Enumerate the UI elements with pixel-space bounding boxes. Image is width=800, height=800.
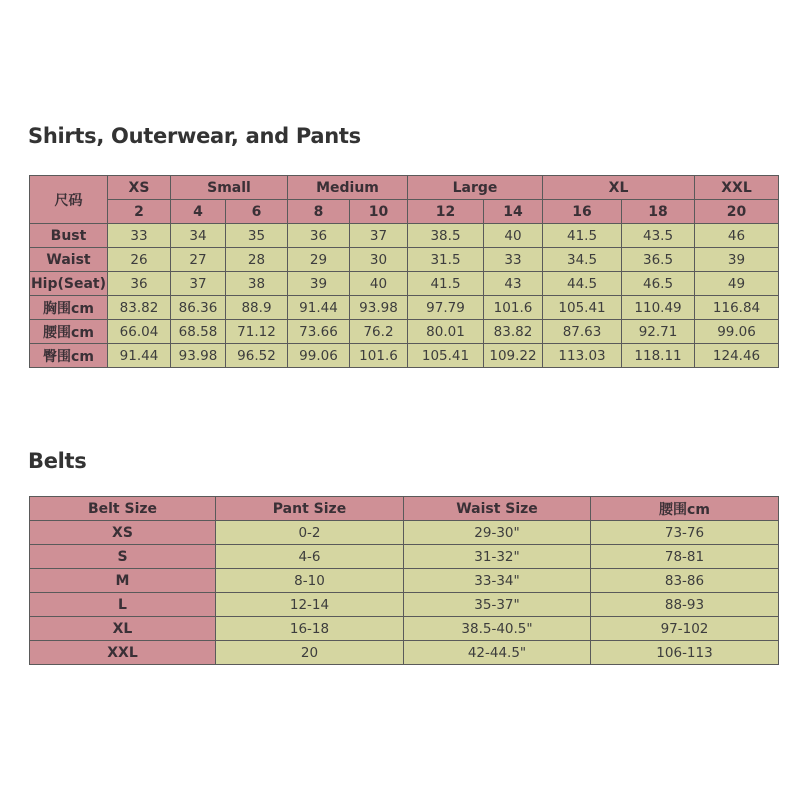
table-cell: 20: [216, 641, 404, 665]
section-title-belts: Belts: [28, 449, 87, 473]
table-cell: 31.5: [408, 248, 484, 272]
table-cell: 35: [226, 224, 288, 248]
group-header: XXL: [695, 176, 779, 200]
table-cell: 27: [171, 248, 226, 272]
table-cell: 109.22: [484, 344, 543, 368]
size-chart-table: [29, 175, 779, 368]
table-cell: 30: [350, 248, 408, 272]
table-cell: 66.04: [108, 320, 171, 344]
table-cell: 36.5: [622, 248, 695, 272]
corner-header: 尺码: [30, 176, 108, 224]
table-cell: 88-93: [591, 593, 779, 617]
table-cell: 28: [226, 248, 288, 272]
table-cell: 99.06: [695, 320, 779, 344]
table-cell: 68.58: [171, 320, 226, 344]
table-cell: 80.01: [408, 320, 484, 344]
row-label: XXL: [30, 641, 216, 665]
table-cell: 101.6: [350, 344, 408, 368]
size-header: 10: [350, 200, 408, 224]
row-label: 腰围cm: [30, 320, 108, 344]
column-header: Pant Size: [216, 497, 404, 521]
column-header: 腰围cm: [591, 497, 779, 521]
table-cell: 44.5: [543, 272, 622, 296]
table-cell: 105.41: [408, 344, 484, 368]
table-cell: 86.36: [171, 296, 226, 320]
table-cell: 97-102: [591, 617, 779, 641]
size-header: 20: [695, 200, 779, 224]
row-label: Hip(Seat): [30, 272, 108, 296]
table-cell: 76.2: [350, 320, 408, 344]
row-label: Bust: [30, 224, 108, 248]
table-cell: 31-32": [404, 545, 591, 569]
table-cell: 97.79: [408, 296, 484, 320]
size-header: 14: [484, 200, 543, 224]
table-row: [30, 641, 779, 665]
table-cell: 93.98: [171, 344, 226, 368]
table-row: [30, 224, 779, 248]
row-label: XS: [30, 521, 216, 545]
table-row: [30, 296, 779, 320]
table-cell: 8-10: [216, 569, 404, 593]
table-cell: 113.03: [543, 344, 622, 368]
size-header: 4: [171, 200, 226, 224]
table-cell: 91.44: [108, 344, 171, 368]
table-cell: 34.5: [543, 248, 622, 272]
table-cell: 106-113: [591, 641, 779, 665]
table-cell: 39: [288, 272, 350, 296]
row-label: XL: [30, 617, 216, 641]
table-cell: 40: [350, 272, 408, 296]
table-cell: 46.5: [622, 272, 695, 296]
table-cell: 83.82: [484, 320, 543, 344]
table-cell: 73-76: [591, 521, 779, 545]
table-cell: 83.82: [108, 296, 171, 320]
table-row: [30, 521, 779, 545]
table-cell: 71.12: [226, 320, 288, 344]
size-number-row: [30, 200, 779, 224]
table-cell: 37: [350, 224, 408, 248]
table-cell: 124.46: [695, 344, 779, 368]
group-header: XL: [543, 176, 695, 200]
table-cell: 42-44.5": [404, 641, 591, 665]
table-row: [30, 569, 779, 593]
table-row: [30, 344, 779, 368]
row-label: L: [30, 593, 216, 617]
table-cell: 37: [171, 272, 226, 296]
table-cell: 83-86: [591, 569, 779, 593]
column-header: Waist Size: [404, 497, 591, 521]
table-cell: 0-2: [216, 521, 404, 545]
table-cell: 99.06: [288, 344, 350, 368]
table-cell: 91.44: [288, 296, 350, 320]
table-cell: 26: [108, 248, 171, 272]
table-cell: 33: [484, 248, 543, 272]
group-header: XS: [108, 176, 171, 200]
table-cell: 4-6: [216, 545, 404, 569]
table-cell: 36: [108, 272, 171, 296]
belt-header-row: [30, 497, 779, 521]
group-header: Medium: [288, 176, 408, 200]
size-group-row: [30, 176, 779, 200]
table-row: [30, 593, 779, 617]
group-header: Small: [171, 176, 288, 200]
table-cell: 116.84: [695, 296, 779, 320]
size-header: 16: [543, 200, 622, 224]
group-header: Large: [408, 176, 543, 200]
table-cell: 78-81: [591, 545, 779, 569]
table-cell: 29-30": [404, 521, 591, 545]
table-cell: 105.41: [543, 296, 622, 320]
table-row: [30, 248, 779, 272]
table-cell: 38: [226, 272, 288, 296]
belt-size-table: [29, 496, 779, 665]
size-header: 12: [408, 200, 484, 224]
table-cell: 41.5: [408, 272, 484, 296]
table-cell: 38.5: [408, 224, 484, 248]
size-header: 6: [226, 200, 288, 224]
table-cell: 93.98: [350, 296, 408, 320]
size-header: 18: [622, 200, 695, 224]
table-cell: 87.63: [543, 320, 622, 344]
table-cell: 33-34": [404, 569, 591, 593]
table-cell: 12-14: [216, 593, 404, 617]
section-title-shirts: Shirts, Outerwear, and Pants: [28, 124, 361, 148]
table-cell: 40: [484, 224, 543, 248]
size-header: 2: [108, 200, 171, 224]
table-cell: 43: [484, 272, 543, 296]
row-label: S: [30, 545, 216, 569]
column-header: Belt Size: [30, 497, 216, 521]
table-row: [30, 272, 779, 296]
table-cell: 101.6: [484, 296, 543, 320]
table-row: [30, 320, 779, 344]
row-label: 臀围cm: [30, 344, 108, 368]
table-cell: 33: [108, 224, 171, 248]
table-cell: 46: [695, 224, 779, 248]
table-row: [30, 617, 779, 641]
table-cell: 118.11: [622, 344, 695, 368]
table-cell: 96.52: [226, 344, 288, 368]
table-cell: 110.49: [622, 296, 695, 320]
table-cell: 41.5: [543, 224, 622, 248]
table-cell: 34: [171, 224, 226, 248]
table-cell: 73.66: [288, 320, 350, 344]
table-row: [30, 545, 779, 569]
table-cell: 36: [288, 224, 350, 248]
table-cell: 49: [695, 272, 779, 296]
table-cell: 29: [288, 248, 350, 272]
row-label: Waist: [30, 248, 108, 272]
table-cell: 16-18: [216, 617, 404, 641]
table-cell: 38.5-40.5": [404, 617, 591, 641]
row-label: 胸围cm: [30, 296, 108, 320]
table-cell: 88.9: [226, 296, 288, 320]
table-cell: 43.5: [622, 224, 695, 248]
table-cell: 35-37": [404, 593, 591, 617]
size-header: 8: [288, 200, 350, 224]
table-cell: 92.71: [622, 320, 695, 344]
table-cell: 39: [695, 248, 779, 272]
row-label: M: [30, 569, 216, 593]
